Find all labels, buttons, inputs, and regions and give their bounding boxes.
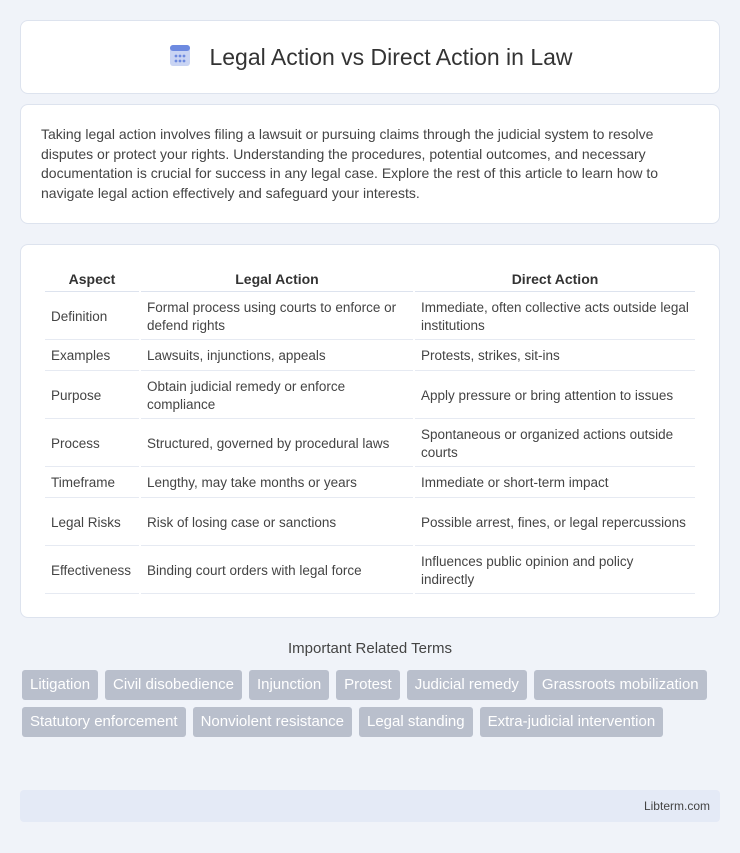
table-cell: Obtain judicial remedy or enforce compliance (141, 373, 413, 419)
table-cell: Formal process using courts to enforce or defend rights (141, 294, 413, 340)
tag-judicial-remedy[interactable]: Judicial remedy (407, 670, 527, 700)
tag-statutory-enforcement[interactable]: Statutory enforcement (22, 707, 186, 737)
table-cell: Apply pressure or bring attention to issues (415, 373, 695, 419)
table-cell: Protests, strikes, sit-ins (415, 342, 695, 371)
table-cell: Immediate or short-term impact (415, 469, 695, 498)
table-cell: Legal Risks (45, 500, 139, 546)
comparison-table-card (20, 244, 720, 618)
page-title: Legal Action vs Direct Action in Law (209, 43, 573, 70)
column-header-legal-action: Legal Action (141, 267, 413, 292)
comparison-table (43, 265, 697, 596)
footer-brand-link[interactable]: Libterm.com (643, 799, 710, 813)
table-cell: Definition (45, 294, 139, 340)
table-cell: Examples (45, 342, 139, 371)
table-cell: Structured, governed by procedural laws (141, 421, 413, 467)
table-row (45, 500, 695, 546)
table-cell: Lengthy, may take months or years (141, 469, 413, 498)
table-row (45, 548, 695, 594)
table-cell: Influences public opinion and policy indirectly (415, 548, 695, 594)
intro-paragraph: Taking legal action involves filing a lawsuit or pursuing claims through the judicial system to resolve disputes or protect your rights. Understanding the procedures, potential outcomes, and necessary documentation is crucial for success in any legal case. Explore the rest of this article to learn how to navigate legal action effectively and safeguard your interests. (41, 126, 659, 201)
table-row (45, 342, 695, 371)
tag-civil-disobedience[interactable]: Civil disobedience (105, 670, 242, 700)
table-row (45, 469, 695, 498)
tag-extra-judicial-intervention[interactable]: Extra-judicial intervention (480, 707, 664, 737)
intro-card (20, 104, 720, 224)
table-row (45, 294, 695, 340)
footer (20, 790, 720, 822)
table-row (45, 373, 695, 419)
column-header-direct-action: Direct Action (415, 267, 695, 292)
document-icon (167, 42, 193, 73)
table-cell: Binding court orders with legal force (141, 548, 413, 594)
table-cell: Process (45, 421, 139, 467)
tag-legal-standing[interactable]: Legal standing (359, 707, 473, 737)
table-cell: Purpose (45, 373, 139, 419)
table-row (45, 421, 695, 467)
table-header-row (45, 267, 695, 292)
header-card (20, 20, 720, 94)
table-cell: Lawsuits, injunctions, appeals (141, 342, 413, 371)
table-cell: Timeframe (45, 469, 139, 498)
tag-protest[interactable]: Protest (336, 670, 400, 700)
table-cell: Risk of losing case or sanctions (141, 500, 413, 546)
table-cell: Spontaneous or organized actions outside courts (415, 421, 695, 467)
tag-injunction[interactable]: Injunction (249, 670, 329, 700)
related-terms-list (22, 670, 722, 737)
column-header-aspect: Aspect (45, 267, 139, 292)
table-cell: Immediate, often collective acts outside legal institutions (415, 294, 695, 340)
table-cell: Effectiveness (45, 548, 139, 594)
tag-grassroots-mobilization[interactable]: Grassroots mobilization (534, 670, 707, 700)
tag-nonviolent-resistance[interactable]: Nonviolent resistance (193, 707, 352, 737)
tag-litigation[interactable]: Litigation (22, 670, 98, 700)
related-terms-title: Important Related Terms (288, 640, 452, 657)
table-cell: Possible arrest, fines, or legal repercussions (415, 500, 695, 546)
